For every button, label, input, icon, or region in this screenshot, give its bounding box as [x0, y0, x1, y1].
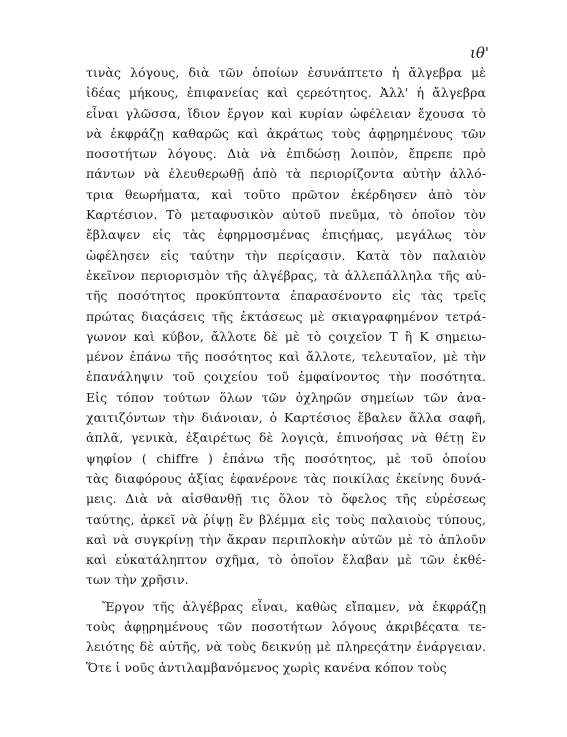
text-line: ἐπανάληψιν τοῦ ςοιχείου τοῦ ἐμφαίνοντος τὴν ποσότητα. — [86, 369, 486, 385]
text-line: τῆς ποσότητος προκύπτοντα ἐπαρασένοντο εἰς τὰς τρεῖς — [86, 288, 486, 304]
text-line: τινὰς λόγους, διὰ τῶν ὁποίων ἐσυνάπτετο ἡ ἄλγεβρα μὲ — [86, 65, 486, 80]
text-line: ὠφέλησεν εἰς ταύτην τὴν περίςασιν. Κατὰ τὸν παλαιὸν — [86, 247, 486, 263]
text-line: ἁπλᾶ, γενικὰ, ἐξαιρέτως δὲ λογιςὰ, ἐπινοήσας νὰ θέτῃ ἓν — [86, 430, 486, 446]
text-line: λειότης δὲ αὐτῆς, νὰ τοὺς δεικνύῃ μὲ πληρεςάτην ἐνάργειαν. — [86, 639, 486, 655]
text-line: χαιτιζόντων τὴν διάνοιαν, ὁ Καρτέσιος ἔβαλεν ἄλλα σαφῆ, — [86, 410, 486, 426]
body-text — [86, 63, 486, 678]
text-line: νὰ ἐκφράζῃ καθαρῶς καὶ ἀκράτως τοὺς ἀφῃρημένους τῶν — [86, 125, 486, 141]
text-line: μένον ἐπάνω τῆς ποσότητος καὶ ἄλλοτε, τελευταῖον, μὲ τὴν — [86, 349, 486, 365]
page-number: ιθ' — [469, 44, 489, 62]
text-line: τοὺς ἀφῃρημένους τῶν ποσοτήτων λόγους ἀκριβέςατα τε- — [86, 619, 486, 635]
text-line: καὶ εὐκατάληπτον σχῆμα, τὸ ὁποῖον ἔλαβαν μὲ τῶν ἐκθέ- — [86, 552, 486, 568]
text-line: ἰδέας μήκους, ἐπιφανείας καὶ ςερεότητος. Ἀλλ' ἡ ἄλγεβρα — [86, 85, 486, 101]
text-line: ἐκεῖνον περιορισμὸν τῆς ἀλγέβρας, τὰ ἀλλεπάλληλα τῆς αὐ- — [86, 267, 486, 283]
text-line: ψηφίον ( chiffre ) ἐπάνω τῆς ποσότητος, μὲ τοῦ ὁποίου — [86, 450, 486, 466]
text-line: πρώτας διαςάσεις τῆς ἐκτάσεως μὲ σκιαγραφημένον τετρά- — [86, 308, 486, 324]
text-line: εἶναι γλῶσσα, ἴδιον ἔργον καὶ κυρίαν ὠφέλειαν ἔχουσα τὸ — [86, 105, 486, 121]
text-line: τὰς διαφόρους ἀξίας ἐφανέρονε τὰς ποικίλας ἐκείνης δυνά- — [86, 470, 486, 486]
text-line: τρια θεωρήματα, καὶ τοῦτο πρῶτον ἐκέρδησεν ἀπὸ τὸν — [86, 186, 486, 202]
text-line: ταύτης, ἀρκεῖ νὰ ῥίψῃ ἓν βλέμμα εἰς τοὺς παλαιοὺς τύπους, — [86, 511, 486, 527]
paragraph — [86, 597, 486, 678]
paragraph — [86, 63, 486, 591]
text-line: Εἰς τόπον τούτων ὅλων τῶν ὀχληρῶν σημείων τῶν ἀνα- — [86, 389, 486, 405]
text-line: γωνον καὶ κύβον, ἄλλοτε δὲ μὲ τὸ ςοιχεῖον Τ ἢ Κ σημειω- — [86, 328, 486, 344]
text-line: Ὅτε ἱ νοῦς ἀντιλαμβανόμενος χωρὶς κανένα κόπον τοὺς — [86, 659, 447, 675]
text-line: μεις. Διὰ νὰ αἰσθανθῇ τις ὅλον τὸ ὄφελος τῆς εὑρέσεως — [86, 491, 486, 507]
text-line: Ἔργον τῆς ἀλγέβρας εἶναι, καθὼς εἴπαμεν, νὰ ἐκφράζῃ — [102, 598, 486, 614]
text-line: Καρτέσιον. Τὸ μεταφυσικὸν αὐτοῦ πνεῦμα, τὸ ὁποῖον τὸν — [86, 207, 486, 223]
text-line: ἔβλαψεν εἰς τὰς ἐφηρμοσμένας ἐπιςήμας, μεγάλως τὸν — [86, 227, 486, 243]
text-line: πάντων νὰ ἐλευθερωθῇ ἀπὸ τὰ περιορίζοντα αὐτὴν ἀλλό- — [86, 166, 486, 182]
text-line: ποσοτήτων λόγους. Διὰ νὰ ἐπιδώσῃ λοιπὸν, ἔπρεπε πρὸ — [86, 146, 486, 162]
text-line: των τὴν χρῆσιν. — [86, 572, 189, 588]
text-line: καὶ νὰ συγκρίνῃ τὴν ἄκραν περιπλοκὴν αὐτῶν μὲ τὸ ἁπλοῦν — [86, 531, 486, 547]
